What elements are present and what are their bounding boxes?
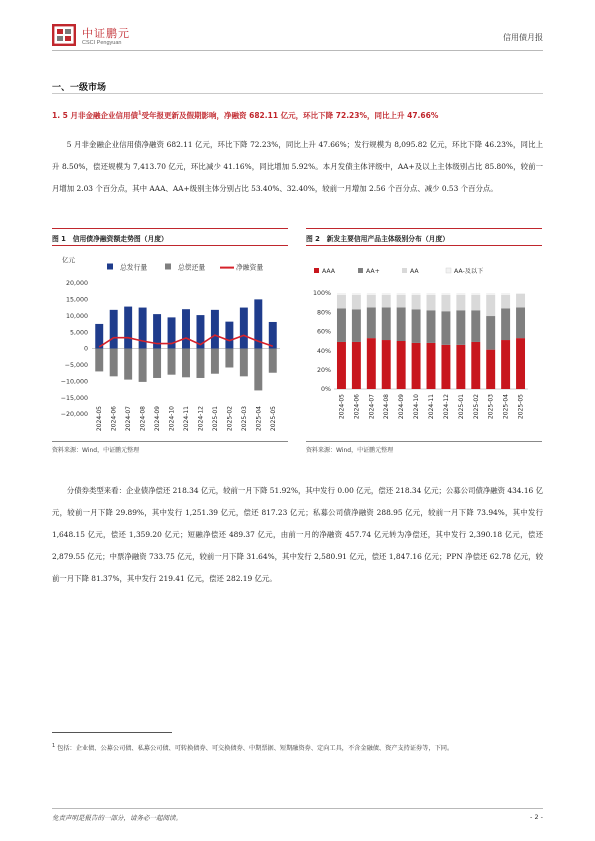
page-number: - 2 - [530,813,543,821]
x-tick-label: 2024-09 [154,406,162,432]
stack-segment-AAA [397,341,406,389]
net-financing-chart [52,248,292,436]
figure2-title: 图 2 新发主要信用产品主体级别分布（月度） [306,235,450,243]
stack-segment-AA-及以下 [456,293,465,295]
subsection-title [52,110,544,121]
x-tick-label: 2024-08 [139,406,147,432]
legend-label-3: AA-及以下 [454,268,484,275]
rating-distribution-chart [306,248,546,436]
footnote [52,740,544,755]
y-tick-label: 20,000 [65,280,88,288]
repayment-bar [95,349,103,372]
stack-segment-AAA [367,338,376,389]
legend-label-1: 总偿还量 [178,263,206,272]
stack-segment-AA-及以下 [501,293,510,295]
x-tick-label: 2024-05 [338,394,346,420]
y-axis-unit: 亿元 [62,256,75,264]
repayment-bar [211,349,219,374]
stack-segment-AA [516,294,525,307]
stack-segment-AAA [382,340,391,389]
stack-segment-AA+ [412,309,421,343]
y-tick-label: −20,000 [60,411,88,419]
stack-segment-AA+ [352,309,361,342]
stack-segment-AA [367,295,376,307]
stack-segment-AA [412,295,421,309]
repayment-bar [269,349,277,373]
header-divider [52,50,543,51]
stack-segment-AA-及以下 [441,293,450,295]
stack-segment-AA+ [367,307,376,338]
stack-segment-AA [456,295,465,310]
footnote-text: 包括：企业债、公募公司债、私募公司债、可转换债券、可交换债券、中期票据、短期融资券、定向工具，不含金融债、资产支持证券等，下同。 [55,745,454,753]
section-divider [52,93,543,94]
figure2-top-rule [306,228,542,229]
repayment-bar [153,349,161,378]
stack-segment-AA-及以下 [397,293,406,295]
x-tick-label: 2024-11 [183,406,190,432]
x-tick-label: 2025-04 [255,406,263,432]
repayment-bar [196,349,204,378]
stack-segment-AAA [456,345,465,389]
issuance-bar [225,322,233,349]
footer-divider [52,808,543,809]
x-tick-label: 2024-12 [442,394,450,420]
figure1-title: 图 1 信用债净融资额走势图（月度） [52,235,168,243]
stack-segment-AAA [471,342,480,389]
x-tick-label: 2024-06 [353,394,361,420]
y-tick-label: −15,000 [60,394,88,402]
issuance-bar [124,307,132,349]
stack-segment-AA+ [427,310,436,343]
y-tick-label: 100% [312,290,331,298]
figure2-source: 资料来源：Wind，中证鹏元整理 [306,447,394,454]
x-tick-label: 2025-05 [517,394,525,420]
footnote-ref[interactable]: 1 [138,110,142,117]
stack-segment-AA-及以下 [352,293,361,295]
stack-segment-AA [337,295,346,308]
stack-segment-AA-及以下 [337,293,346,295]
x-tick-label: 2024-10 [168,406,176,432]
legend-label-1: AA+ [366,268,380,275]
stack-segment-AAA [352,342,361,389]
section-title: 一、一级市场 [52,83,107,93]
stack-segment-AA [427,295,436,310]
logo-subtext: CSCI Pengyuan [82,40,122,46]
figure2-source-rule [306,441,542,442]
y-tick-label: −5,000 [64,362,88,370]
x-tick-label: 2025-04 [502,394,510,420]
figure2-title-rule [306,245,542,246]
stack-segment-AA+ [337,308,346,342]
stack-segment-AAA [337,342,346,389]
repayment-bar [139,349,147,382]
stack-segment-AA [352,295,361,309]
issuance-bar [240,308,248,349]
subtitle-text-a: 1. 5 月非金融企业信用债 [52,111,139,120]
y-tick-label: 5,000 [69,329,88,337]
legend-label-0: 总发行量 [120,263,148,272]
stack-segment-AAA [501,340,510,389]
stack-segment-AA-及以下 [516,293,525,294]
legend-swatch-0 [314,268,319,273]
y-tick-label: 60% [317,328,331,336]
stack-segment-AAA [516,338,525,389]
stack-segment-AAA [441,345,450,389]
repayment-bar [124,349,132,380]
legend-label-0: AAA [322,268,336,275]
y-tick-label: 15,000 [65,296,88,304]
stack-segment-AAA [412,343,421,389]
stack-segment-AA [486,295,495,316]
x-tick-label: 2024-10 [413,394,421,420]
y-tick-label: 10,000 [65,312,88,320]
issuance-bar [110,310,118,349]
y-tick-label: −10,000 [60,378,88,386]
x-tick-label: 2024-05 [96,406,104,432]
stack-segment-AA-及以下 [486,293,495,295]
issuance-bar [139,308,147,349]
x-tick-label: 2025-03 [487,394,495,420]
x-tick-label: 2025-03 [240,406,248,432]
x-tick-label: 2024-11 [428,394,435,420]
repayment-bar [254,349,262,391]
y-tick-label: 80% [317,309,331,317]
legend-swatch-0 [107,264,113,270]
stack-segment-AA-及以下 [427,293,436,295]
x-tick-label: 2024-06 [110,406,118,432]
y-tick-label: 0% [321,386,331,394]
stack-segment-AA-及以下 [367,293,376,295]
stack-segment-AA [382,295,391,307]
logo-text: 中证鹏元 [82,27,130,40]
figure1-source: 资料来源：Wind，中证鹏元整理 [52,447,140,454]
stack-segment-AA-及以下 [412,293,421,295]
footnote-mark: 1 [52,743,56,749]
subtitle-text-b: 受年报更新及假期影响，净融资 682.11 亿元，环比下降 72.23%，同比上升 47.66% [141,111,439,120]
disclaimer: 免责声明是报告的一部分，请务必一起阅读。 [52,814,182,822]
repayment-bar [182,349,190,378]
issuance-bar [211,310,219,349]
stack-segment-AA+ [441,311,450,345]
x-tick-label: 2025-01 [457,394,465,420]
x-tick-label: 2025-05 [269,406,277,432]
figure1-title-rule [52,245,288,246]
stack-segment-AAA [427,343,436,389]
legend-swatch-3 [446,268,451,273]
x-tick-label: 2025-01 [211,406,219,432]
paragraph-by-bond-type: 分债券类型来看：企业债净偿还 218.34 亿元，较前一月下降 51.92%，其中发行 0.00 亿元，偿还 218.34 亿元；公募公司债净融资 434.16 亿元，较前一月下降 29.89%，其中发行 1,251.39 亿元，偿还 817.23 亿元；私募公司债净融资 288.95 亿元，较前一月下降 73.94%，其中发行 1,648.15 亿元，偿还 1,359.20 亿元；短融净偿还 489.37 亿元，由前一月的净融资 457.74 亿元转为净偿还，其中发行 2,390.18 亿元，偿还 2,879.55 亿元；中票净融资 733.75 亿元，较前一月下降 31.64%，其中发行 2,580.91 亿元，偿还 1,847.16 亿元；PPN 净偿还 62.78 亿元，较前一月下降 81.37%，其中发行 219.41 亿元，偿还 282.19 亿元。 [52,486,543,583]
paragraph-issuance: 5 月非金融企业信用债净融资 682.11 亿元，环比下降 72.23%，同比上升 47.66%；发行规模为 8,095.82 亿元，环比下降 46.23%，同比上升 8.50%，偿还规模为 7,413.70 亿元，环比减少 41.16%，同比增加 5.92%。本月发债主体评级中，AA+及以上主体级别占比 85.80%，较前一月增加 2.03 个百分点，其中 AAA、AA+级别主体分别占比 53.40%、32.40%，较前一月增加 2.56 个百分点、减少 0.53 个百分点。 [52,140,543,193]
y-tick-label: 0 [83,345,88,353]
report-type: 信用债月报 [503,33,543,42]
x-tick-label: 2024-09 [398,394,406,420]
stack-segment-AA-及以下 [382,293,391,295]
stack-segment-AA+ [486,316,495,350]
x-tick-label: 2024-12 [197,406,205,432]
repayment-bar [240,349,248,377]
legend-swatch-1 [165,264,171,270]
legend-label-2: 净融资量 [236,263,264,272]
repayment-bar [168,349,176,375]
stack-segment-AA+ [501,308,510,340]
repayment-bar [225,349,233,368]
stack-segment-AAA [486,350,495,389]
stack-segment-AA [471,295,480,310]
figure1-top-rule [52,228,288,229]
logo-mark-icon [52,24,76,46]
stack-segment-AA-及以下 [471,293,480,295]
x-tick-label: 2024-07 [125,406,133,432]
stack-segment-AA+ [382,307,391,340]
stack-segment-AA+ [516,307,525,338]
x-tick-label: 2024-08 [383,394,391,420]
figure1-source-rule [52,441,288,442]
legend-label-2: AA [410,268,419,275]
legend-swatch-2 [402,268,407,273]
stack-segment-AA [441,295,450,311]
stack-segment-AA [397,295,406,307]
stack-segment-AA+ [456,310,465,345]
stack-segment-AA [501,295,510,308]
y-tick-label: 40% [317,347,331,355]
footnote-divider [52,732,172,733]
x-tick-label: 2025-02 [472,394,480,420]
repayment-bar [110,349,118,377]
y-tick-label: 20% [317,367,331,374]
x-tick-label: 2024-07 [368,394,376,420]
x-tick-label: 2025-02 [226,406,234,432]
legend-swatch-2 [220,267,234,269]
stack-segment-AA+ [471,310,480,342]
stack-segment-AA+ [397,307,406,341]
legend-swatch-1 [358,268,363,273]
issuance-bar [182,309,190,348]
